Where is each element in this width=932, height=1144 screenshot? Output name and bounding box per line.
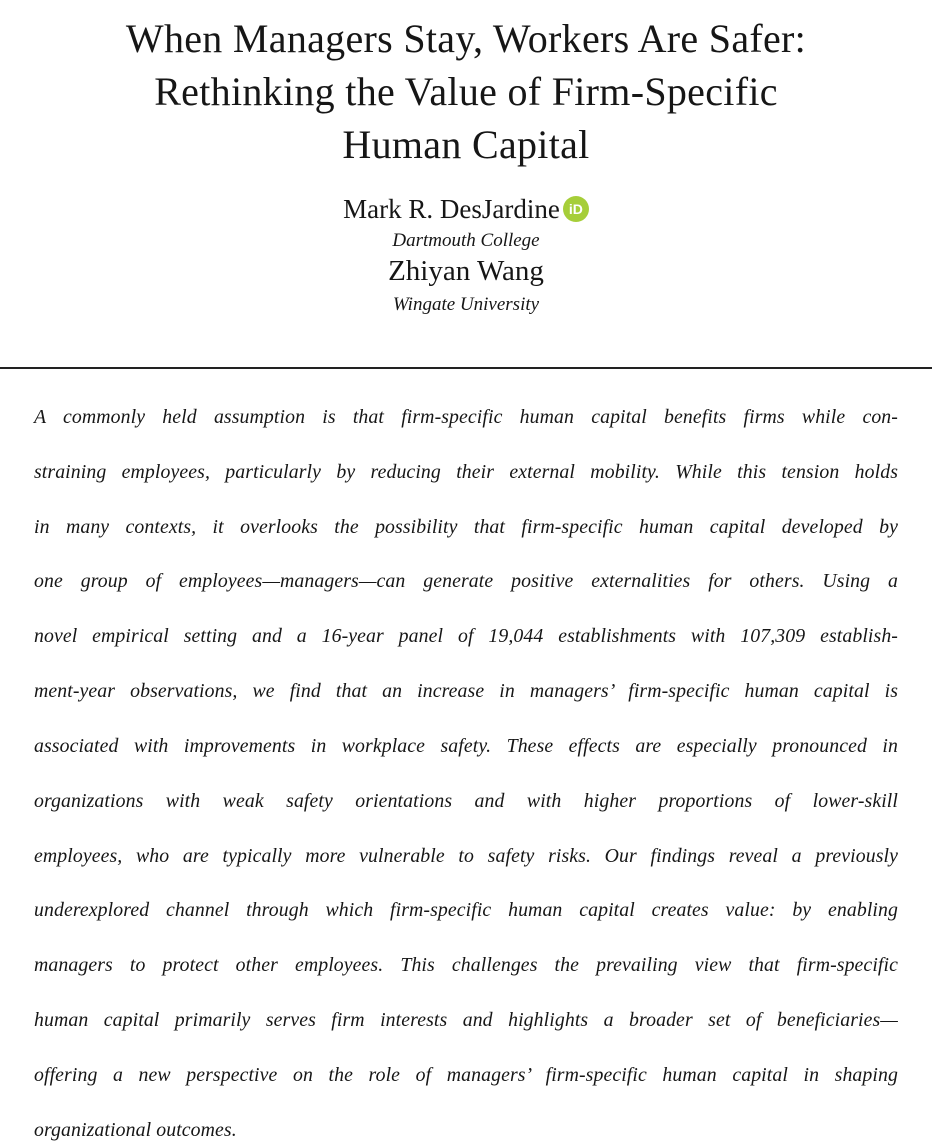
author-name-row	[0, 192, 932, 226]
abstract-line: managers to protect other employees. This challenges the prevailing view that firm-specific	[34, 954, 898, 977]
abstract-line: human capital primarily serves firm interests and highlights a broader set of beneficiaries—	[34, 1008, 898, 1031]
author-affiliation: Wingate University	[392, 294, 540, 315]
abstract-line: A commonly held assumption is that firm-specific human capital benefits firms while con-	[34, 406, 898, 428]
paper-title-line: Human Capital	[342, 122, 590, 167]
abstract-line: straining employees, particularly by reducing their external mobility. While this tension holds	[34, 460, 898, 483]
abstract-line: novel empirical setting and a 16-year panel of 19,044 establishments with 107,309 establish-	[34, 625, 898, 648]
author-block	[0, 253, 932, 317]
abstract-line: in many contexts, it overlooks the possibility that firm-specific human capital developed by	[34, 515, 898, 538]
paper-title	[0, 12, 932, 171]
author-name: Mark R. DesJardine	[343, 194, 560, 224]
abstract-line: organizations with weak safety orientations and with higher proportions of lower-skill	[34, 789, 898, 812]
abstract-line: employees, who are typically more vulnerable to safety risks. Our findings reveal a previously	[34, 844, 898, 867]
author-block	[0, 192, 932, 253]
author-name: Zhiyan Wang	[388, 255, 544, 287]
author-section	[0, 192, 932, 317]
abstract-line: offering a new perspective on the role of managers’ firm-specific human capital in shaping	[34, 1063, 898, 1086]
author-affiliation: Dartmouth College	[392, 230, 540, 251]
abstract-line: underexplored channel through which firm-specific human capital creates value: by enabling	[34, 899, 898, 922]
title-abstract-divider	[0, 367, 932, 369]
orcid-icon-label: iD	[568, 200, 583, 217]
abstract-line: associated with improvements in workplace safety. These effects are especially pronounced in	[34, 734, 898, 757]
author-name-row	[0, 253, 932, 290]
paper-title-line: Rethinking the Value of Firm-Specific	[154, 69, 778, 114]
orcid-icon[interactable]	[563, 196, 589, 222]
paper-title-line: When Managers Stay, Workers Are Safer:	[125, 16, 807, 61]
abstract-line: one group of employees—managers—can generate positive externalities for others. Using a	[34, 570, 898, 593]
abstract-line: organizational outcomes.	[34, 1118, 237, 1141]
abstract-line: ment-year observations, we find that an increase in managers’ firm-specific human capital is	[34, 680, 898, 703]
abstract-text	[34, 404, 898, 1144]
